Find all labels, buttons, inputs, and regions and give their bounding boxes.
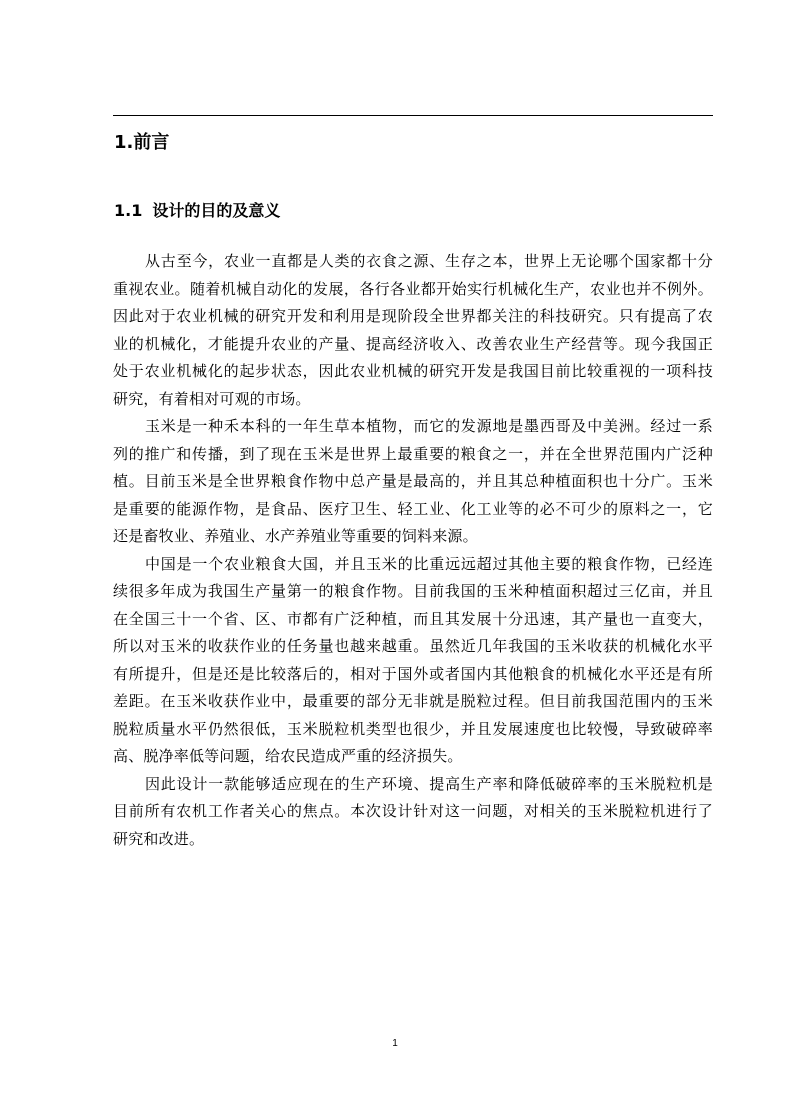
text-line: 续很多年成为我国生产量第一的粮食作物。目前我国的玉米种植面积超过三亿亩，并且 bbox=[113, 582, 713, 600]
text-line: 研究和改进。 bbox=[113, 829, 205, 848]
text-line: 玉米是一种禾本科的一年生草本植物，而它的发源地是墨西哥及中美洲。经过一系 bbox=[145, 417, 713, 435]
text-line: 高、脱净率低等问题，给农民造成严重的经济损失。 bbox=[113, 747, 463, 765]
text-line: 目前所有农机工作者关心的焦点。本次设计针对这一问题，对相关的玉米脱粒机进行了 bbox=[113, 802, 713, 820]
text-line: 还是畜牧业、养殖业、水产养殖业等重要的饲料来源。 bbox=[113, 527, 478, 545]
body-text bbox=[113, 248, 713, 853]
text-line: 研究，有着相对可观的市场。 bbox=[113, 389, 311, 408]
paragraph bbox=[113, 771, 713, 854]
text-line: 因此设计一款能够适应现在的生产环境、提高生产率和降低破碎率的玉米脱粒机是 bbox=[145, 774, 713, 793]
text-line: 业的机械化，才能提升农业的产量、提高经济收入、改善农业生产经营等。现今我国正 bbox=[113, 334, 713, 353]
text-line: 重视农业。随着机械自动化的发展，各行各业都开始实行机械化生产，农业也并不例外。 bbox=[113, 279, 713, 298]
paragraph bbox=[113, 551, 713, 771]
text-line: 有所提升，但是还是比较落后的，相对于国外或者国内其他粮食的机械化水平还是有所 bbox=[113, 664, 713, 683]
paragraph bbox=[113, 248, 713, 413]
text-line: 差距。在玉米收获作业中，最重要的部分无非就是脱粒过程。但目前我国范围内的玉米 bbox=[113, 692, 713, 710]
text-line: 所以对玉米的收获作业的任务量也越来越重。虽然近几年我国的玉米收获的机械化水平 bbox=[113, 637, 713, 655]
header-rule bbox=[113, 115, 713, 116]
paragraph bbox=[113, 413, 713, 551]
section-title: 设计的目的及意义 bbox=[152, 201, 281, 220]
text-line: 脱粒质量水平仍然很低，玉米脱粒机类型也很少，并且发展速度也比较慢，导致破碎率 bbox=[113, 719, 713, 738]
text-line: 在全国三十一个省、区、市都有广泛种植，而且其发展十分迅速，其产量也一直变大， bbox=[113, 609, 713, 628]
section-number: 1.1 bbox=[114, 201, 143, 220]
text-line: 中国是一个农业粮食大国，并且玉米的比重远远超过其他主要的粮食作物，已经连 bbox=[145, 554, 713, 573]
text-line: 处于农业机械化的起步状态，因此农业机械的研究开发是我国目前比较重视的一项科技 bbox=[113, 362, 713, 380]
text-line: 因此对于农业机械的研究开发和利用是现阶段全世界都关注的科技研究。只有提高了农 bbox=[113, 307, 713, 325]
text-line: 从古至今，农业一直都是人类的衣食之源、生存之本，世界上无论哪个国家都十分 bbox=[145, 252, 713, 270]
text-line: 是重要的能源作物，是食品、医疗卫生、轻工业、化工业等的必不可少的原料之一，它 bbox=[113, 499, 713, 518]
page-number: 1 bbox=[392, 1038, 398, 1049]
text-line: 列的推广和传播，到了现在玉米是世界上最重要的粮食之一，并在全世界范围内广泛种 bbox=[113, 444, 713, 463]
section-heading bbox=[114, 198, 280, 224]
text-line: 植。目前玉米是全世界粮食作物中总产量是最高的，并且其总种植面积也十分广。玉米 bbox=[113, 472, 713, 490]
chapter-heading: 1.前言 bbox=[114, 132, 170, 153]
